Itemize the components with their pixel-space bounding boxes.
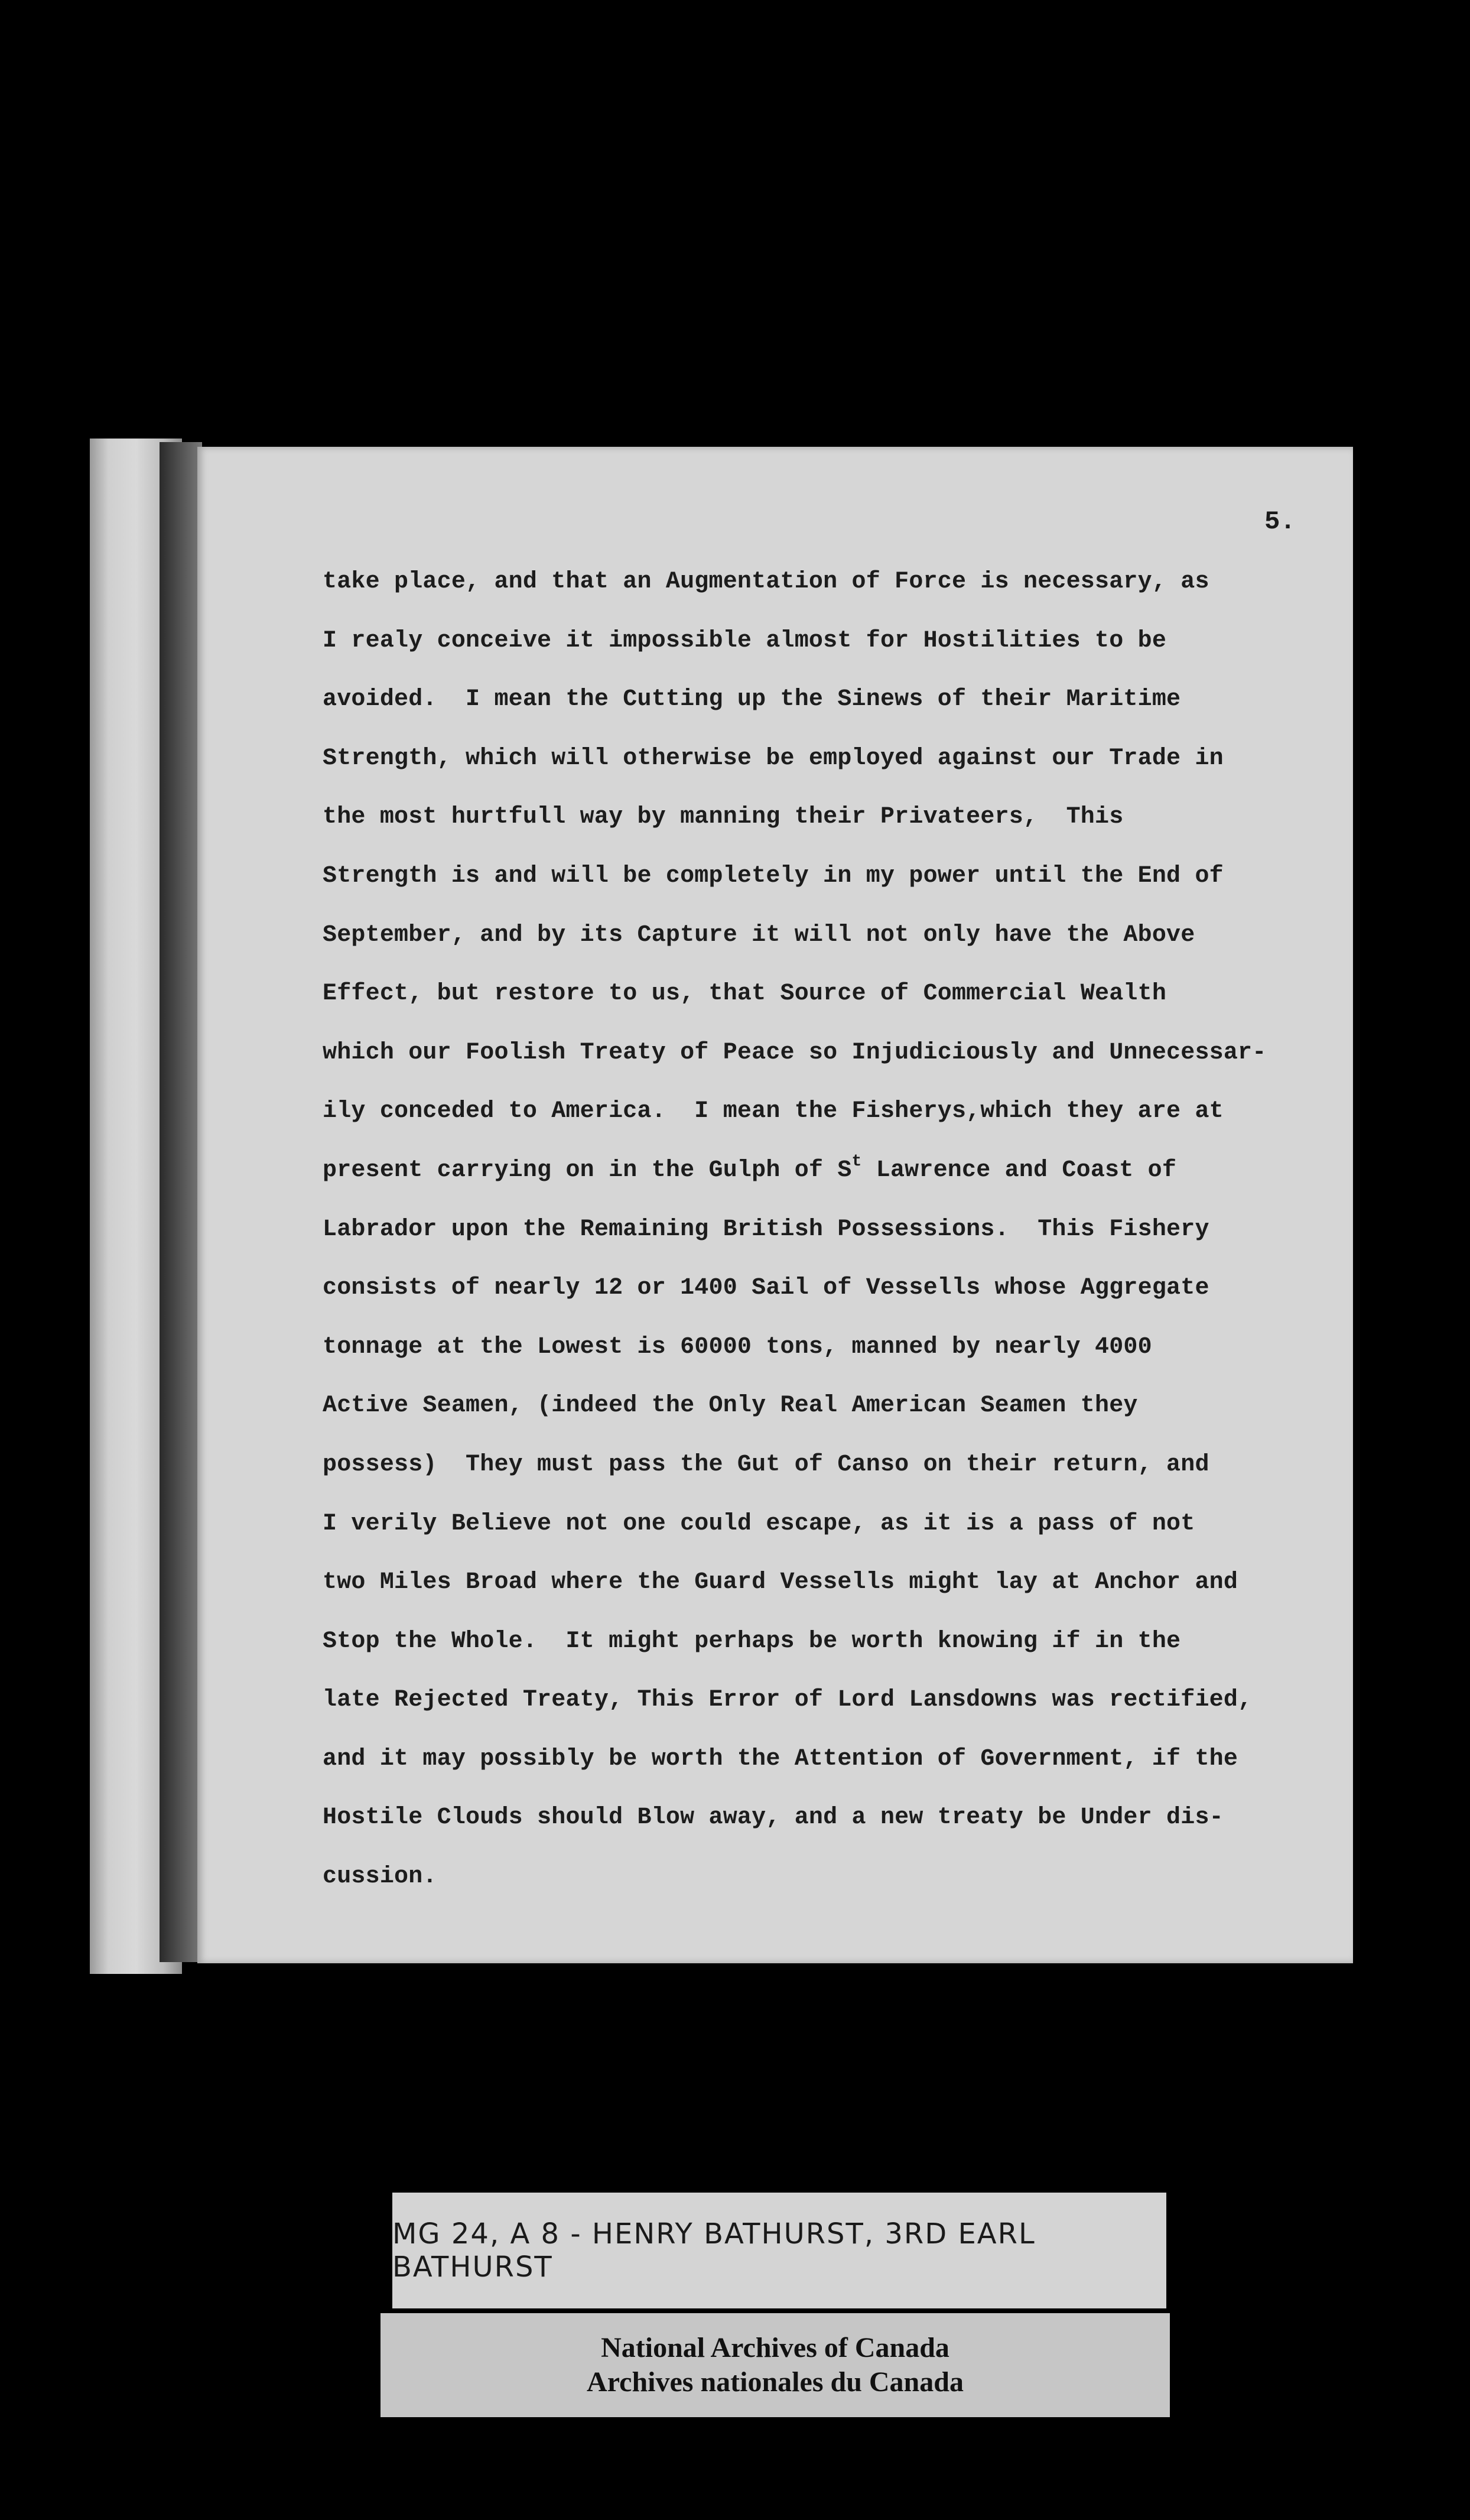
text-line-5: the most hurtfull way by manning their Privateers, This bbox=[323, 804, 1124, 831]
text-line-4: Strength, which will otherwise be employed against our Trade in bbox=[323, 745, 1224, 772]
archive-name-en: National Archives of Canada bbox=[601, 2332, 949, 2363]
text-line-16: possess) They must pass the Gut of Canso on their return, and bbox=[323, 1451, 1209, 1478]
text-line-21: and it may possibly be worth the Attention of Government, if the bbox=[323, 1745, 1238, 1772]
text-line-17: I verily Believe not one could escape, as it is a pass of not bbox=[323, 1510, 1195, 1537]
text-line-12: Labrador upon the Remaining British Possessions. This Fishery bbox=[323, 1216, 1209, 1243]
text-line-18: two Miles Broad where the Guard Vessells might lay at Anchor and bbox=[323, 1569, 1238, 1596]
archive-name-fr: Archives nationales du Canada bbox=[587, 2366, 964, 2398]
text-line-8: Effect, but restore to us, that Source of Commercial Wealth bbox=[323, 980, 1167, 1008]
text-line-9: which our Foolish Treaty of Peace so Injudiciously and Unnecessar- bbox=[323, 1039, 1267, 1066]
text-line-10: ily conceded to America. I mean the Fisherys,which they are at bbox=[323, 1098, 1224, 1125]
letter-body bbox=[323, 561, 1339, 1915]
archive-label bbox=[380, 2313, 1170, 2417]
text-line-13: consists of nearly 12 or 1400 Sail of Vessells whose Aggregate bbox=[323, 1275, 1209, 1302]
superscript-t: t bbox=[851, 1152, 862, 1171]
text-line-14: tonnage at the Lowest is 60000 tons, manned by nearly 4000 bbox=[323, 1333, 1152, 1360]
text-line-11-start: present carrying on in the Gulph of S bbox=[323, 1157, 852, 1184]
text-line-2: I realy conceive it impossible almost for Hostilities to be bbox=[323, 627, 1167, 654]
page-number: 5. bbox=[1264, 507, 1296, 537]
binding-shadow bbox=[160, 442, 202, 1962]
text-line-20: late Rejected Treaty, This Error of Lord Lansdowns was rectified, bbox=[323, 1687, 1253, 1714]
text-line-11-end: Lawrence and Coast of bbox=[861, 1157, 1177, 1184]
text-line-22: Hostile Clouds should Blow away, and a new treaty be Under dis- bbox=[323, 1804, 1224, 1831]
text-line-23: cussion. bbox=[323, 1863, 437, 1891]
text-line-11 bbox=[323, 1150, 1339, 1209]
text-line-6: Strength is and will be completely in my power until the End of bbox=[323, 862, 1224, 889]
text-line-7: September, and by its Capture it will not only have the Above bbox=[323, 921, 1195, 949]
text-line-3: avoided. I mean the Cutting up the Sinews of their Maritime bbox=[323, 686, 1181, 713]
text-line-15: Active Seamen, (indeed the Only Real American Seamen they bbox=[323, 1392, 1138, 1420]
text-line-19: Stop the Whole. It might perhaps be worth knowing if in the bbox=[323, 1628, 1181, 1655]
text-line-1: take place, and that an Augmentation of Force is necessary, as bbox=[323, 569, 1209, 595]
reference-label: MG 24, A 8 - HENRY BATHURST, 3RD EARL BATHURST bbox=[392, 2193, 1166, 2308]
